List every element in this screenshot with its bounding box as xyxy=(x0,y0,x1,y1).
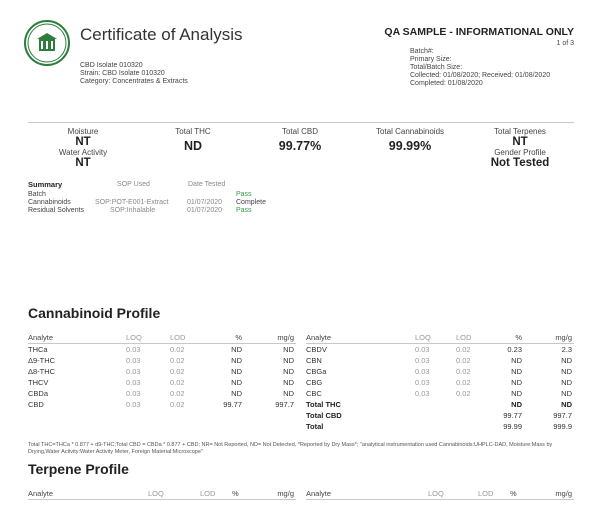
cann-left-lod: 0.02 xyxy=(170,356,185,365)
cann-right-pct: ND xyxy=(511,367,522,376)
cann-right-header-pct: % xyxy=(515,333,522,342)
cann-right-loq: 0.03 xyxy=(415,345,430,354)
total-cannabinoids-label: Total Cannabinoids xyxy=(375,127,445,136)
moisture-label: Moisture xyxy=(67,127,99,136)
total-cbd-row-pct: 99.77 xyxy=(503,411,522,420)
summary-row-cannabinoids-date: 01/07/2020 xyxy=(187,199,223,206)
qa-sample-label: QA SAMPLE - INFORMATIONAL ONLY xyxy=(384,26,574,38)
cann-right-mgg: ND xyxy=(561,378,572,387)
cann-right-loq: 0.03 xyxy=(415,367,430,376)
summary-row-cannabinoids-sop: SOP:POT-E001-Extract xyxy=(95,199,169,206)
cann-right-header-loq: LOQ xyxy=(415,333,431,342)
cann-right-header-analyte: Analyte xyxy=(306,333,332,342)
cann-left-analyte: Δ9-THC xyxy=(28,356,56,365)
terp-right-header-analyte: Analyte xyxy=(306,489,332,498)
cann-left-header-mgg: mg/g xyxy=(277,333,294,342)
cann-left-pct: ND xyxy=(231,356,242,365)
cann-right-loq: 0.03 xyxy=(415,378,430,387)
cann-right-header-mgg: mg/g xyxy=(555,333,572,342)
cann-right-pct: ND xyxy=(511,389,522,398)
cann-right-loq: 0.03 xyxy=(415,389,430,398)
total-thc-label: Total THC xyxy=(175,127,211,136)
cann-left-loq: 0.03 xyxy=(126,389,141,398)
cann-right-lod: 0.02 xyxy=(456,378,471,387)
total-cannabinoids-value: 99.99% xyxy=(388,139,432,153)
gender-profile-label: Gender Profile xyxy=(494,148,546,157)
terpene-profile-title: Terpene Profile xyxy=(28,461,129,477)
cann-right-lod: 0.02 xyxy=(456,389,471,398)
cann-left-lod: 0.02 xyxy=(170,378,185,387)
terp-right-header-pct: % xyxy=(510,489,517,498)
cann-right-pct: 0.23 xyxy=(507,345,522,354)
cann-right-lod: 0.02 xyxy=(456,345,471,354)
batch-number: Batch#: xyxy=(410,48,434,55)
cann-right-pct: ND xyxy=(511,356,522,365)
total-thc-row-label: Total THC xyxy=(306,400,341,409)
total-batch-size: Total/Batch Size: xyxy=(410,64,463,71)
cann-right-header-lod: LOD xyxy=(456,333,472,342)
summary-title: Summary xyxy=(28,180,63,189)
cann-left-lod: 0.02 xyxy=(170,389,185,398)
completed-date: Completed: 01/08/2020 xyxy=(410,80,483,87)
total-cbd-label: Total CBD xyxy=(281,127,318,136)
cann-left-analyte: THCa xyxy=(28,345,48,354)
cann-left-pct: 99.77 xyxy=(223,400,242,409)
total-row-mgg: 999.9 xyxy=(553,422,572,431)
cannabinoid-profile-title: Cannabinoid Profile xyxy=(28,305,161,321)
metric-total-terpenes xyxy=(465,127,575,169)
lab-logo xyxy=(24,20,70,66)
terp-left-header-loq: LOQ xyxy=(148,489,164,498)
metric-total-cannabinoids xyxy=(350,127,470,153)
summary-row-solvents-date: 01/07/2020 xyxy=(187,207,223,214)
cann-left-mgg: ND xyxy=(283,378,294,387)
cann-right-analyte: CBN xyxy=(306,356,322,365)
cann-left-analyte: CBD xyxy=(28,400,44,409)
cann-right-mgg: ND xyxy=(561,356,572,365)
terp-right-header-loq: LOQ xyxy=(428,489,444,498)
cann-right-lod: 0.02 xyxy=(456,356,471,365)
moisture-value: NT xyxy=(75,136,91,148)
summary-row-cannabinoids-name: Cannabinoids xyxy=(28,199,71,206)
cann-right-pct: ND xyxy=(511,378,522,387)
terp-right-header-rule xyxy=(306,499,574,500)
cann-right-mgg: 2.3 xyxy=(561,345,572,354)
total-cbd-value: 99.77% xyxy=(278,139,322,153)
cannabinoid-footnote: Total THC=THCa * 0.877 + d9-THC;Total CBD = CBDa * 0.877 + CBD; NR= Not Reported, ND= Not Detected, *Reported by Dry Mass*; "analytical instrumentation used Cannabinoids:UHPLC-DAD, Moisture:Mass by Drying,Water Activity:Water Activity Meter, Foreign Material:Microscope" xyxy=(28,442,553,455)
cann-right-mgg: ND xyxy=(561,389,572,398)
cann-right-header-rule xyxy=(306,343,574,344)
terp-left-header-lod: LOD xyxy=(200,489,216,498)
page-number: 1 of 3 xyxy=(556,40,574,47)
cann-left-loq: 0.03 xyxy=(126,345,141,354)
cann-left-pct: ND xyxy=(231,389,242,398)
total-thc-row-mgg: ND xyxy=(561,400,572,409)
summary-row-solvents-name: Residual Solvents xyxy=(28,207,85,214)
total-cbd-row-mgg: 997.7 xyxy=(553,411,572,420)
date-tested-header: Date Tested xyxy=(188,181,226,188)
summary-row-batch-result: Pass xyxy=(236,191,252,198)
cann-left-mgg: ND xyxy=(283,389,294,398)
summary-row-cannabinoids-result: Complete xyxy=(236,199,266,206)
cann-left-lod: 0.02 xyxy=(170,367,185,376)
primary-size: Primary Size: xyxy=(410,56,452,63)
cann-left-mgg: ND xyxy=(283,356,294,365)
strain: Strain: CBD Isolate 010320 xyxy=(80,70,165,77)
total-cbd-row-label: Total CBD xyxy=(306,411,342,420)
total-row-pct: 99.99 xyxy=(503,422,522,431)
cann-left-header-analyte: Analyte xyxy=(28,333,54,342)
lab-seal-icon xyxy=(26,22,68,64)
cann-right-mgg: ND xyxy=(561,367,572,376)
cann-left-analyte: THCV xyxy=(28,378,49,387)
metric-total-cbd xyxy=(245,127,355,153)
cann-left-mgg: 997.7 xyxy=(275,400,294,409)
sop-used-header: SOP Used xyxy=(117,181,150,188)
total-row-label: Total xyxy=(306,422,324,431)
cann-left-pct: ND xyxy=(231,367,242,376)
total-thc-row-pct: ND xyxy=(511,400,522,409)
cann-left-loq: 0.03 xyxy=(126,356,141,365)
cann-left-analyte: CBDa xyxy=(28,389,49,398)
cann-left-loq: 0.03 xyxy=(126,400,141,409)
terp-left-header-rule xyxy=(28,499,296,500)
terp-right-header-mgg: mg/g xyxy=(555,489,572,498)
cann-left-header-lod: LOD xyxy=(170,333,186,342)
cann-left-mgg: ND xyxy=(283,345,294,354)
sample-name: CBD Isolate 010320 xyxy=(80,62,143,69)
cann-right-analyte: CBGa xyxy=(306,367,327,376)
cann-right-analyte: CBC xyxy=(306,389,322,398)
terp-left-header-pct: % xyxy=(232,489,239,498)
total-terpenes-label: Total Terpenes xyxy=(494,127,546,136)
cann-right-lod: 0.02 xyxy=(456,367,471,376)
header-divider xyxy=(28,122,574,123)
cann-right-analyte: CBG xyxy=(306,378,323,387)
cann-left-lod: 0.02 xyxy=(170,345,185,354)
collected-received: Collected: 01/08/2020; Received: 01/08/2020 xyxy=(410,72,551,79)
cann-left-pct: ND xyxy=(231,345,242,354)
total-thc-value: ND xyxy=(183,139,203,153)
cann-left-mgg: ND xyxy=(283,367,294,376)
summary-row-solvents-result: Pass xyxy=(236,207,252,214)
cann-right-analyte: CBDV xyxy=(306,345,327,354)
terp-left-header-mgg: mg/g xyxy=(277,489,294,498)
cann-left-analyte: Δ8-THC xyxy=(28,367,56,376)
metric-total-thc xyxy=(138,127,248,153)
cann-right-loq: 0.03 xyxy=(415,356,430,365)
cann-left-header-rule xyxy=(28,343,296,344)
summary-row-batch-name: Batch xyxy=(28,191,46,198)
metric-moisture xyxy=(28,127,138,169)
summary-row-solvents-sop: SOP:Inhalable xyxy=(110,207,156,214)
document-title: Certificate of Analysis xyxy=(80,25,243,44)
cann-left-header-pct: % xyxy=(235,333,242,342)
category: Category: Concentrates & Extracts xyxy=(80,78,188,85)
cann-left-pct: ND xyxy=(231,378,242,387)
water-activity-value: NT xyxy=(75,157,91,169)
terp-right-header-lod: LOD xyxy=(478,489,494,498)
cann-left-header-loq: LOQ xyxy=(126,333,142,342)
total-terpenes-value: NT xyxy=(512,136,528,148)
terp-left-header-analyte: Analyte xyxy=(28,489,54,498)
gender-profile-value: Not Tested xyxy=(490,157,550,169)
cann-left-lod: 0.02 xyxy=(170,400,185,409)
water-activity-label: Water Activity xyxy=(58,148,108,157)
cann-left-loq: 0.03 xyxy=(126,378,141,387)
cann-left-loq: 0.03 xyxy=(126,367,141,376)
